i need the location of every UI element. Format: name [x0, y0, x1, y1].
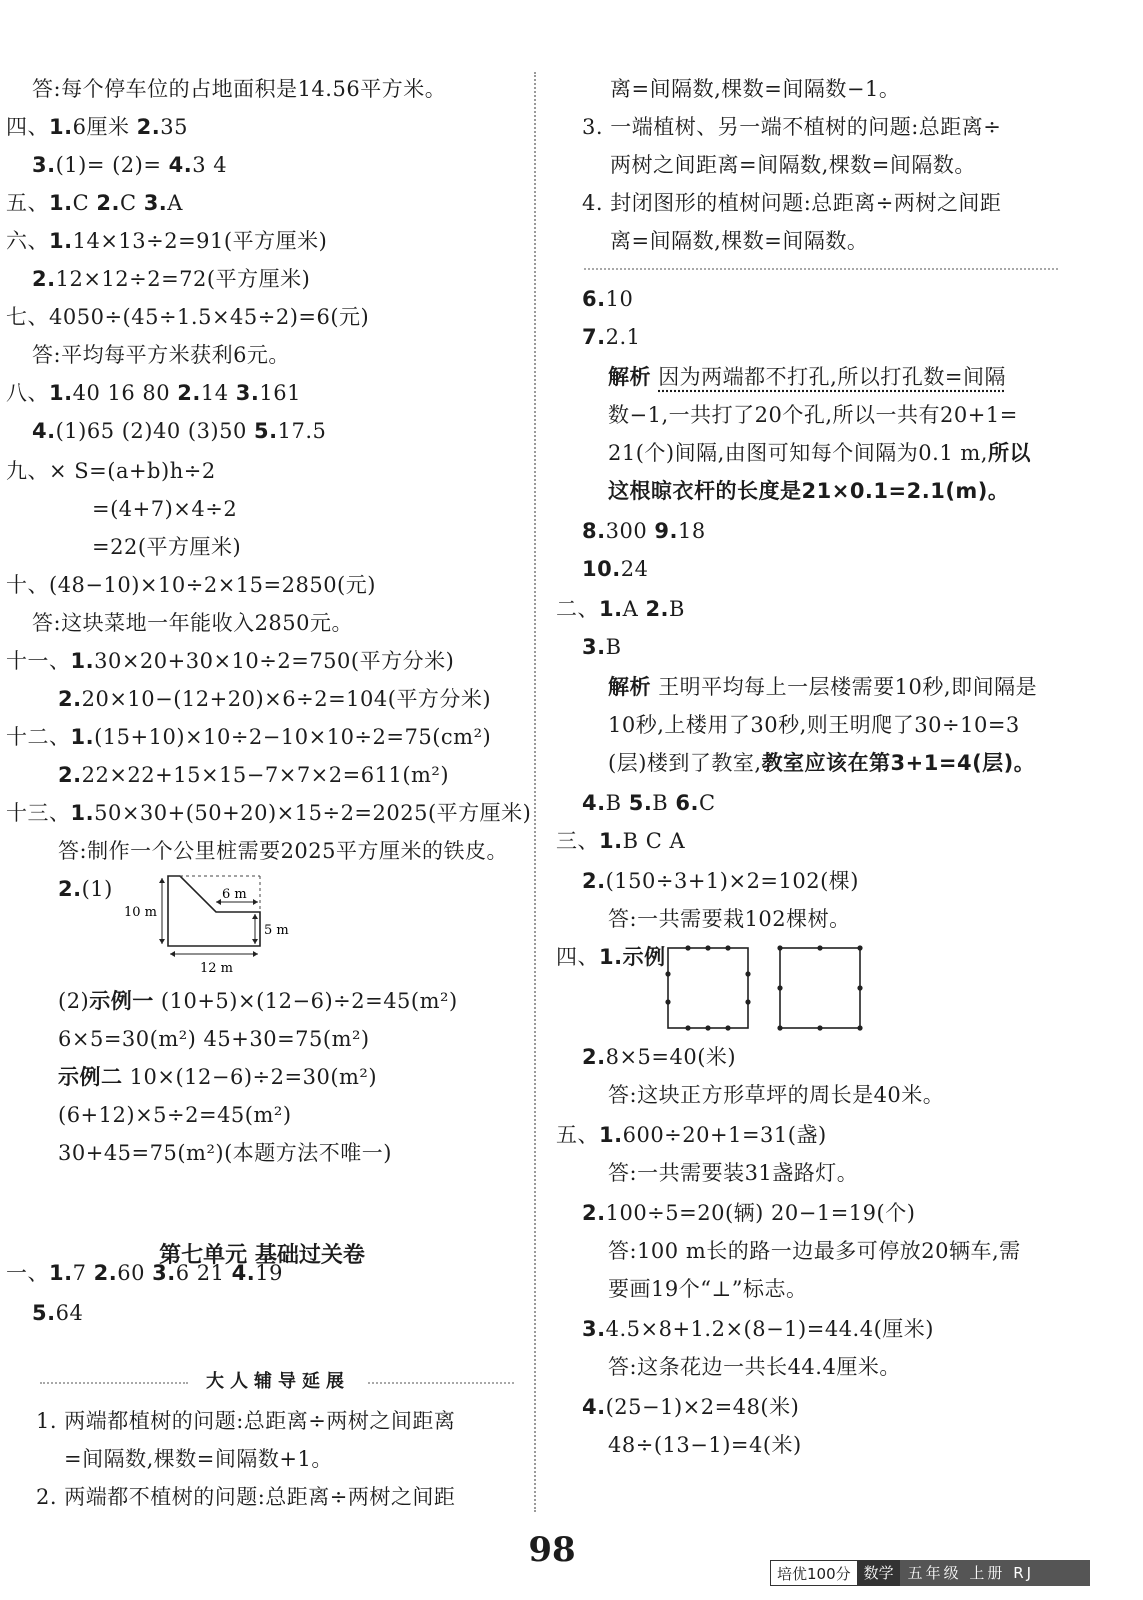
example-2-line-3: 30+45=75(m²)(本题方法不唯一) [58, 1141, 392, 1165]
section-4-answers: 四、1.6厘米 2.35 [6, 115, 188, 139]
extension-divider-left [40, 1382, 188, 1384]
section-4-answer-text: 答:这块正方形草坪的周长是40米。 [608, 1083, 945, 1107]
analysis-3-line-1: 解析 王明平均每上一层楼需要10秒,即间隔是 [608, 675, 1038, 699]
arrowhead [170, 951, 175, 957]
section-3-answer-1: 三、1.B C A [556, 829, 686, 853]
label-12m: 12 m [200, 961, 234, 976]
tree-dot [705, 945, 710, 950]
example-1-line-2: 6×5=30(m²) 45+30=75(m²) [58, 1027, 370, 1051]
tree-dot [725, 945, 730, 950]
tree-dot [817, 1025, 822, 1030]
square-planting-diagrams [660, 944, 880, 1034]
extension-rule-4-line-2: 离=间隔数,棵数=间隔数。 [610, 229, 869, 253]
section-6-answer-2: 2.12×12÷2=72(平方厘米) [32, 267, 311, 291]
answer-6: 6.10 [582, 287, 634, 311]
arrowhead [159, 939, 165, 944]
tree-dot [665, 999, 670, 1004]
analysis-7-line-1: 解析 因为两端都不打孔,所以打孔数=间隔 [608, 365, 1006, 389]
section-5-answers: 五、1.C 2.C 3.A [6, 191, 183, 215]
section-12-answer-1: 十二、1.(15+10)×10÷2−10×10÷2=75(cm²) [6, 725, 492, 749]
section-8-answers-cont: 4.(1)65 (2)40 (3)50 5.17.5 [32, 419, 327, 443]
tree-dot [777, 945, 782, 950]
section-5-answer-4-line-2: 48÷(13−1)=4(米) [608, 1433, 802, 1457]
extension-rule-2-line-2: 离=间隔数,棵数=间隔数−1。 [610, 77, 901, 101]
tree-dot [777, 1025, 782, 1030]
section-5-answer-2-text-1: 答:100 m长的路一边最多可停放20辆车,需 [608, 1239, 1021, 1263]
section-2-answers: 二、1.A 2.B [556, 597, 685, 621]
example-2-line-2: (6+12)×5÷2=45(m²) [58, 1103, 292, 1127]
extension-end-divider [584, 268, 1058, 270]
example-2-line-1: 示例二 10×(12−6)÷2=30(m²) [58, 1065, 378, 1089]
field-diagram [118, 872, 298, 982]
analysis-7-line-3: 21(个)间隔,由图可知每个间隔为0.1 m,所以 [608, 441, 1031, 465]
answer-line: 答:每个停车位的占地面积是14.56平方米。 [32, 77, 447, 101]
extension-rule-1-line-1: 1. 两端都植树的问题:总距离÷两树之间距离 [36, 1409, 456, 1433]
section-5-answer-2: 2.100÷5=20(辆) 20−1=19(个) [582, 1201, 916, 1225]
section-4-answers-cont: 3.(1)= (2)= 4.3 4 [32, 153, 228, 177]
section-6-answer-1: 六、1.14×13÷2=91(平方厘米) [6, 229, 328, 253]
column-divider [534, 72, 536, 1512]
section-11-answer-1: 十一、1.30×20+30×10÷2=750(平方分米) [6, 649, 455, 673]
arrowhead [252, 939, 258, 944]
section-13-answer-2: 2.(1) [58, 877, 113, 901]
page-number: 98 [528, 1530, 576, 1570]
square-1 [668, 948, 748, 1028]
extension-rule-2-line-1: 2. 两端都不植树的问题:总距离÷两树之间距 [36, 1485, 456, 1509]
book-grade: 五年级 上册 RJ [900, 1560, 1090, 1586]
arrowhead [253, 899, 258, 905]
section-10-formula: 十、(48−10)×10÷2×15=2850(元) [6, 573, 376, 597]
section-11-answer-2: 2.20×10−(12+20)×6÷2=104(平方分米) [58, 687, 492, 711]
square-2 [780, 948, 860, 1028]
tree-dot [857, 985, 862, 990]
section-3-answer-2: 2.(150÷3+1)×2=102(棵) [582, 869, 859, 893]
section-5-answer-3-text: 答:这条花边一共长44.4厘米。 [608, 1355, 901, 1379]
label-5m: 5 m [264, 923, 289, 938]
label-6m: 6 m [222, 887, 247, 902]
section-4-answer-2: 2.8×5=40(米) [582, 1045, 737, 1069]
section-2-answers-4-6: 4.B 5.B 6.C [582, 791, 716, 815]
section-5-answer-3: 3.4.5×8+1.2×(8−1)=44.4(厘米) [582, 1317, 934, 1341]
section-5-answer-1-text: 答:一共需要装31盏路灯。 [608, 1161, 859, 1185]
tree-dot [725, 1025, 730, 1030]
tree-dot [685, 1025, 690, 1030]
answers-8-9: 8.300 9.18 [582, 519, 706, 543]
arrowhead [216, 899, 221, 905]
section-13-answer-1: 十三、1.50×30+(50+20)×15÷2=2025(平方厘米) [6, 801, 532, 825]
section-5-answer-4: 4.(25−1)×2=48(米) [582, 1395, 800, 1419]
answer-7: 7.2.1 [582, 325, 641, 349]
section-9-line-3: =22(平方厘米) [92, 535, 242, 559]
tree-dot [745, 999, 750, 1004]
tree-dot [777, 985, 782, 990]
section-13-answer-text: 答:制作一个公里桩需要2025平方厘米的铁皮。 [58, 839, 509, 863]
section-2-answer-3: 3.B [582, 635, 622, 659]
section-10-answer: 答:这块菜地一年能收入2850元。 [32, 611, 354, 635]
tree-dot [817, 945, 822, 950]
label-10m: 10 m [124, 905, 158, 920]
section-5-answer-2-text-2: 要画19个“⊥”标志。 [608, 1277, 808, 1301]
extension-divider-right [368, 1382, 514, 1384]
section-8-answers: 八、1.40 16 80 2.14 3.161 [6, 381, 301, 405]
extension-rule-1-line-2: =间隔数,棵数=间隔数+1。 [64, 1447, 333, 1471]
unit-7-section-1-answers: 一、1.7 2.60 3.6 21 4.19 [6, 1261, 283, 1285]
tree-dot [857, 945, 862, 950]
section-9-line-2: =(4+7)×4÷2 [92, 497, 238, 521]
analysis-3-line-3: (层)楼到了教室,教室应该在第3+1=4(层)。 [608, 751, 1036, 775]
section-3-answer-text: 答:一共需要栽102棵树。 [608, 907, 851, 931]
analysis-7-line-4: 这根晾衣杆的长度是21×0.1=2.1(m)。 [608, 479, 1010, 503]
extension-title: 大人辅导延展 [206, 1371, 350, 1392]
book-subject: 数学 [858, 1560, 900, 1586]
section-9-line-1: 九、× S=(a+b)h÷2 [6, 459, 216, 483]
unit-7-section-1-answer-5: 5.64 [32, 1301, 84, 1325]
answer-10: 10.24 [582, 557, 649, 581]
analysis-3-line-2: 10秒,上楼用了30秒,则王明爬了30÷10=3 [608, 713, 1020, 737]
arrowhead [253, 951, 258, 957]
tree-dot [745, 971, 750, 976]
book-footer-badge [770, 1560, 1090, 1586]
extension-rule-3-line-1: 3. 一端植树、另一端不植树的问题:总距离÷ [582, 115, 1002, 139]
section-12-answer-2: 2.22×22+15×15−7×7×2=611(m²) [58, 763, 450, 787]
extension-rule-3-line-2: 两树之间距离=间隔数,棵数=间隔数。 [610, 153, 976, 177]
example-1-line-1: (2)示例一 (10+5)×(12−6)÷2=45(m²) [58, 989, 458, 1013]
unit-7-title: 第七单元 基础过关卷 [159, 1243, 365, 1268]
section-5-answer-1: 五、1.600÷20+1=31(盏) [556, 1123, 827, 1147]
book-brand: 培优100分 [770, 1560, 858, 1586]
tree-dot [705, 1025, 710, 1030]
tree-dot [857, 1025, 862, 1030]
extension-rule-4-line-1: 4. 封闭图形的植树问题:总距离÷两树之间距 [582, 191, 1002, 215]
tree-dot [685, 945, 690, 950]
section-4-answer-1: 四、1.示例 [556, 945, 666, 969]
section-7-formula: 七、4050÷(45÷1.5×45÷2)=6(元) [6, 305, 370, 329]
section-7-answer: 答:平均每平方米获利6元。 [32, 343, 290, 367]
tree-dot [665, 971, 670, 976]
arrowhead [159, 878, 165, 883]
arrowhead [252, 914, 258, 919]
analysis-7-line-2: 数−1,一共打了20个孔,所以一共有20+1= [608, 403, 1018, 427]
